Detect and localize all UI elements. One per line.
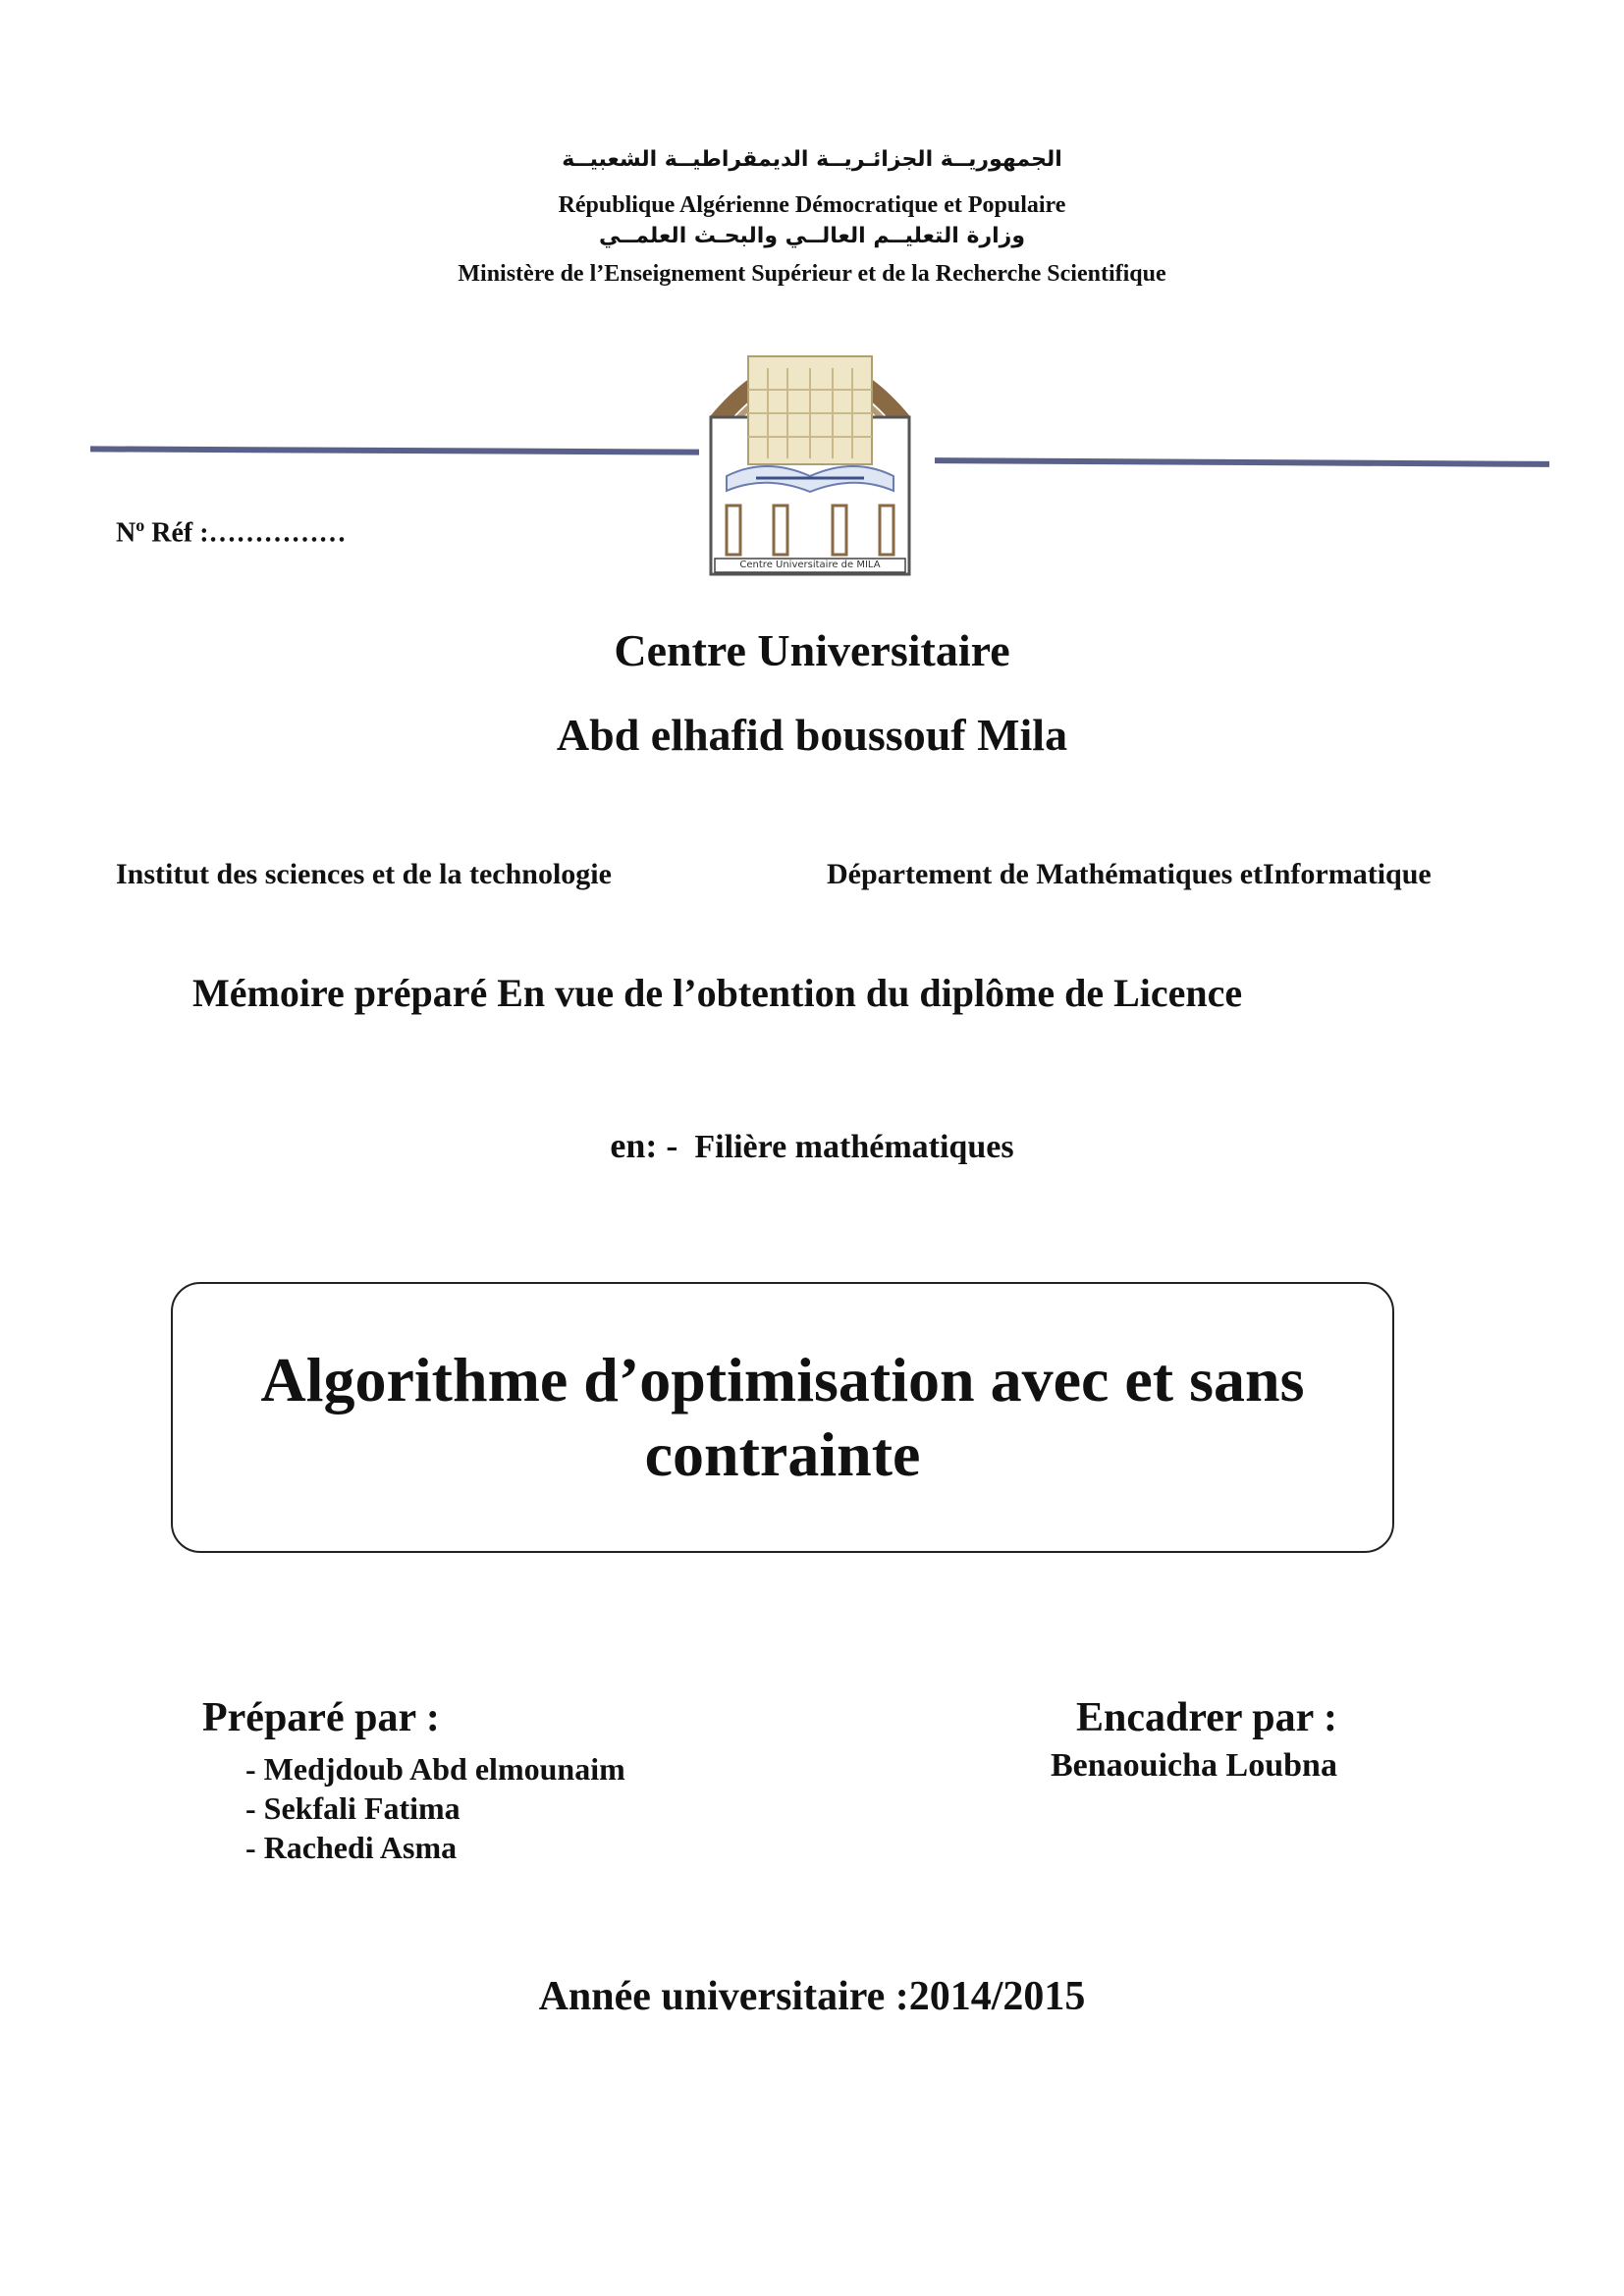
- filiere-prefix: en: -: [610, 1126, 678, 1165]
- university-name-line1: Centre Universitaire: [614, 625, 1010, 675]
- ministry-arabic: وزارة التعليــم العالــي والبحـث العلمــي: [598, 224, 1026, 248]
- memoire-statement: Mémoire préparé En vue de l’obtention du diplôme de Licence: [192, 971, 1243, 1015]
- logo-caption: Centre Universitaire de MILA: [739, 560, 881, 570]
- prepared-by-heading: Préparé par :: [202, 1695, 440, 1740]
- department-name: Département de Mathématiques etInformatique: [827, 858, 1432, 890]
- academic-year: Année universitaire :2014/2015: [538, 1974, 1086, 2019]
- student-name: - Medjdoub Abd elmounaim: [245, 1751, 625, 1787]
- ministry-french: Ministère de l’Enseignement Supérieur et de la Recherche Scientifique: [458, 261, 1166, 287]
- university-name-line2: Abd elhafid boussouf Mila: [556, 710, 1068, 760]
- student-name: - Rachedi Asma: [245, 1830, 458, 1865]
- filiere-line: [0, 1125, 1624, 1166]
- student-name: - Sekfali Fatima: [245, 1790, 460, 1826]
- header-rule-left: [90, 446, 699, 454]
- thesis-title: Algorithme d’optimisation avec et sans contrainte: [260, 1345, 1305, 1489]
- reference-number: $N^o$ Réf :……………: [116, 515, 347, 549]
- republic-arabic: الجمهوريــة الجزائـريــة الديمقراطيــة الشعبيــة: [562, 147, 1062, 172]
- republic-french: République Algérienne Démocratique et Populaire: [558, 192, 1066, 218]
- header-rule-right: [935, 457, 1549, 467]
- institute-name: Institut des sciences et de la technologie: [116, 858, 612, 890]
- supervisor-name: Benaouicha Loubna: [1051, 1747, 1337, 1784]
- university-logo: [687, 329, 933, 584]
- thesis-title-box: [171, 1282, 1394, 1553]
- filiere-value: Filière mathématiques: [694, 1129, 1014, 1165]
- supervisor-heading: Encadrer par :: [1076, 1695, 1338, 1740]
- university-logo-icon: [687, 329, 933, 584]
